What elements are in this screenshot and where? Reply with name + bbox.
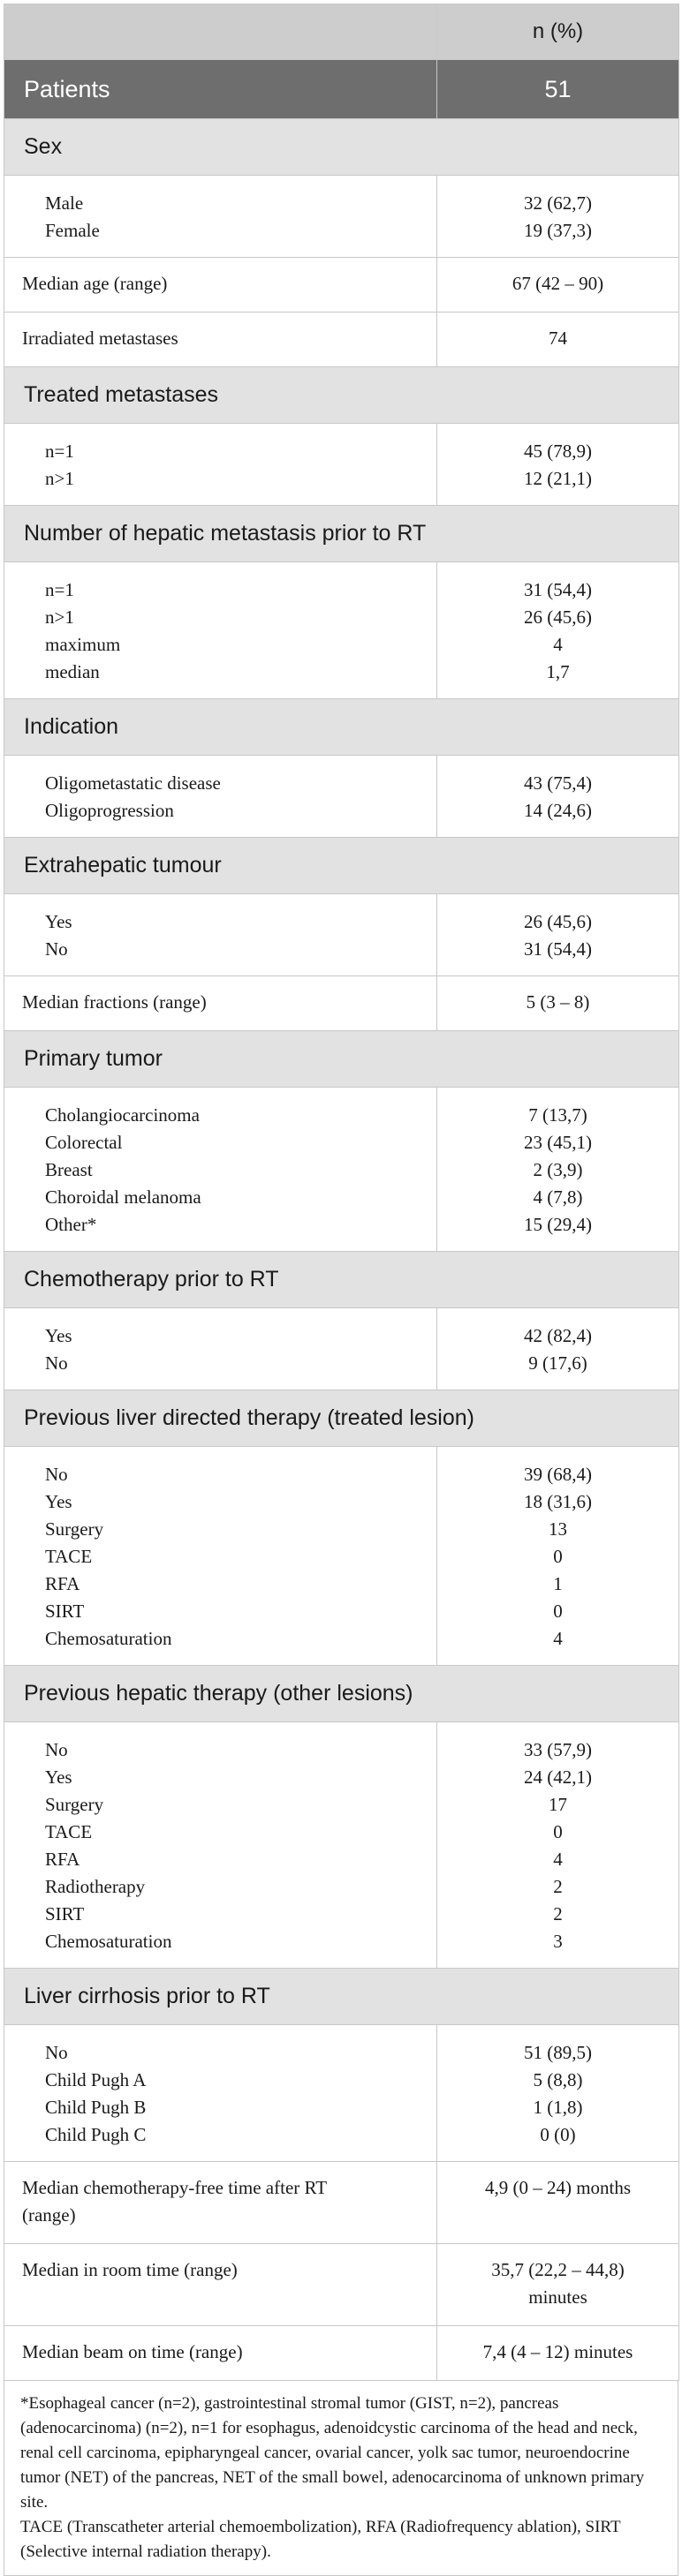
patient-characteristics-table xyxy=(4,4,679,2381)
row-value: 23 (45,1) xyxy=(524,1132,592,1153)
section-labels-sex xyxy=(4,176,437,258)
row-label: n=1 xyxy=(45,441,74,462)
row-label: Colorectal xyxy=(45,1132,123,1153)
chemo-free-label-line2: (range) xyxy=(22,2204,76,2226)
section-values-cirrhosis xyxy=(437,2025,679,2162)
row-value: 9 (17,6) xyxy=(528,1352,587,1374)
section-values-primary xyxy=(437,1088,679,1252)
section-labels-treated xyxy=(4,424,437,506)
row-label: Cholangiocarcinoma xyxy=(45,1104,200,1126)
section-labels-indication xyxy=(4,756,437,838)
row-label: RFA xyxy=(45,1849,80,1870)
row-value: 4 xyxy=(553,634,563,655)
section-rows-sex xyxy=(4,176,679,258)
row-value: 7 (13,7) xyxy=(528,1104,587,1126)
row-label: No xyxy=(45,1464,68,1485)
section-rows-indication xyxy=(4,756,679,838)
section-rows-hepatic-prior xyxy=(4,562,679,699)
row-label: Child Pugh C xyxy=(45,2124,147,2145)
beam-on-label: Median beam on time (range) xyxy=(4,2326,437,2381)
row-value: 3 xyxy=(553,1931,563,1952)
row-label: Radiotherapy xyxy=(45,1876,146,1897)
row-label: RFA xyxy=(45,1573,80,1594)
row-chemo-free xyxy=(4,2162,679,2244)
section-labels-primary xyxy=(4,1088,437,1252)
row-label: Yes xyxy=(45,1766,72,1788)
section-values-liver-directed xyxy=(437,1447,679,1666)
row-label: TACE xyxy=(45,1821,93,1842)
row-label: SIRT xyxy=(45,1903,85,1924)
row-beam-on xyxy=(4,2326,679,2381)
section-title-chemo-prior: Chemotherapy prior to RT xyxy=(4,1252,679,1308)
row-label: TACE xyxy=(45,1546,93,1567)
section-title-extrahepatic: Extrahepatic tumour xyxy=(4,838,679,894)
row-label: Yes xyxy=(45,911,72,932)
section-labels-liver-directed xyxy=(4,1447,437,1666)
row-value: 39 (68,4) xyxy=(524,1464,592,1485)
row-label: SIRT xyxy=(45,1601,85,1622)
row-label: Child Pugh A xyxy=(45,2069,147,2090)
section-title-sex: Sex xyxy=(4,119,679,176)
row-label: Breast xyxy=(45,1159,93,1180)
patients-label: Patients xyxy=(4,60,437,119)
section-labels-extrahepatic xyxy=(4,894,437,976)
row-value: 0 xyxy=(553,1546,563,1567)
row-value: 13 xyxy=(549,1518,567,1540)
row-label: Surgery xyxy=(45,1794,104,1815)
row-value: 14 (24,6) xyxy=(524,800,592,821)
row-value: 4 xyxy=(553,1849,563,1870)
header-empty-cell xyxy=(4,4,437,60)
section-header-hepatic-other xyxy=(4,1666,679,1722)
row-value: 19 (37,3) xyxy=(524,220,592,241)
section-header-indication xyxy=(4,699,679,756)
row-value: 43 (75,4) xyxy=(524,772,592,794)
section-header-chemo-prior xyxy=(4,1252,679,1308)
section-labels-hepatic-other xyxy=(4,1722,437,1969)
section-header-liver-directed xyxy=(4,1390,679,1447)
table-footnotes xyxy=(4,2381,678,2576)
median-age-label: Median age (range) xyxy=(4,258,437,313)
section-rows-primary xyxy=(4,1088,679,1252)
section-title-indication: Indication xyxy=(4,699,679,756)
section-values-sex xyxy=(437,176,679,258)
row-value: 0 xyxy=(553,1601,563,1622)
median-fractions-value: 5 (3 – 8) xyxy=(437,976,679,1031)
row-value: 17 xyxy=(549,1794,567,1815)
row-value: 1,7 xyxy=(546,661,570,682)
row-value: 32 (62,7) xyxy=(524,192,592,214)
footnote-abbreviations: TACE (Transcatheter arterial chemoembolization), RFA (Radiofrequency ablation), SIRT (Selective internal radiation therapy). xyxy=(20,2518,621,2561)
section-values-extrahepatic xyxy=(437,894,679,976)
row-label: Chemosaturation xyxy=(45,1628,172,1649)
row-label: Oligometastatic disease xyxy=(45,772,221,794)
patient-characteristics-table-container xyxy=(4,4,678,2576)
row-value: 4 (7,8) xyxy=(533,1186,583,1208)
chemo-free-label-line1: Median chemotherapy-free time after RT xyxy=(22,2177,328,2198)
section-values-treated xyxy=(437,424,679,506)
row-label: Surgery xyxy=(45,1518,104,1540)
row-value: 0 (0) xyxy=(540,2124,576,2145)
section-title-hepatic-prior: Number of hepatic metastasis prior to RT xyxy=(4,506,679,562)
row-value: 2 xyxy=(553,1903,563,1924)
row-value: 5 (8,8) xyxy=(533,2069,583,2090)
row-label: Oligoprogression xyxy=(45,800,174,821)
in-room-value-line2: minutes xyxy=(528,2286,587,2308)
patients-value: 51 xyxy=(437,60,679,119)
row-value: 31 (54,4) xyxy=(524,579,592,600)
section-title-liver-directed: Previous liver directed therapy (treated lesion) xyxy=(4,1390,679,1447)
row-value: 1 (1,8) xyxy=(533,2097,583,2118)
header-n-percent: n (%) xyxy=(437,4,679,60)
row-value: 24 (42,1) xyxy=(524,1766,592,1788)
row-value: 2 xyxy=(553,1876,563,1897)
footnote-primary-other: *Esophageal cancer (n=2), gastrointestinal stromal tumor (GIST, n=2), pancreas (adenocarcinoma) (n=2), n=1 for esophagus, adenoidcystic carcinoma of the head and neck, renal cell carcinoma, epipharyngeal cancer, ovarial cancer, yolk sac tumor, neuroendocrine tumor (NET) of the pancreas, NET of the small bowel, adenocarcinoma of unknown primary site. xyxy=(20,2394,645,2512)
row-median-age xyxy=(4,258,679,313)
in-room-label: Median in room time (range) xyxy=(4,2244,437,2326)
row-label: No xyxy=(45,1739,68,1760)
row-value: 45 (78,9) xyxy=(524,441,592,462)
row-value: 15 (29,4) xyxy=(524,1214,592,1235)
table-header-row xyxy=(4,4,679,60)
row-value: 12 (21,1) xyxy=(524,468,592,489)
row-value: 2 (3,9) xyxy=(533,1159,583,1180)
section-header-extrahepatic xyxy=(4,838,679,894)
section-title-primary: Primary tumor xyxy=(4,1031,679,1088)
row-label: maximum xyxy=(45,634,121,655)
row-label: Female xyxy=(45,220,100,241)
row-label: Yes xyxy=(45,1325,72,1346)
section-labels-chemo-prior xyxy=(4,1308,437,1390)
row-median-fractions xyxy=(4,976,679,1031)
row-value: 31 (54,4) xyxy=(524,938,592,960)
row-label: n>1 xyxy=(45,606,74,628)
row-label: No xyxy=(45,1352,68,1374)
section-header-cirrhosis xyxy=(4,1969,679,2025)
median-age-value: 67 (42 – 90) xyxy=(437,258,679,313)
section-title-cirrhosis: Liver cirrhosis prior to RT xyxy=(4,1969,679,2025)
section-header-primary xyxy=(4,1031,679,1088)
row-value: 51 (89,5) xyxy=(524,2042,592,2063)
row-value: 18 (31,6) xyxy=(524,1491,592,1512)
row-value: 4 xyxy=(553,1628,563,1649)
row-value: 33 (57,9) xyxy=(524,1739,592,1760)
irradiated-value: 74 xyxy=(437,313,679,367)
row-label: n=1 xyxy=(45,579,74,600)
row-label: Choroidal melanoma xyxy=(45,1186,201,1208)
row-label: No xyxy=(45,2042,68,2063)
section-labels-hepatic-prior xyxy=(4,562,437,699)
row-in-room xyxy=(4,2244,679,2326)
section-rows-cirrhosis xyxy=(4,2025,679,2162)
section-rows-hepatic-other xyxy=(4,1722,679,1969)
row-value: 26 (45,6) xyxy=(524,911,592,932)
row-label: n>1 xyxy=(45,468,74,489)
chemo-free-value: 4,9 (0 – 24) months xyxy=(437,2162,679,2244)
row-label: Male xyxy=(45,192,84,214)
section-values-chemo-prior xyxy=(437,1308,679,1390)
section-values-indication xyxy=(437,756,679,838)
section-header-hepatic-prior xyxy=(4,506,679,562)
in-room-value xyxy=(437,2244,679,2326)
row-value: 1 xyxy=(553,1573,563,1594)
section-title-hepatic-other: Previous hepatic therapy (other lesions) xyxy=(4,1666,679,1722)
section-values-hepatic-prior xyxy=(437,562,679,699)
section-labels-cirrhosis xyxy=(4,2025,437,2162)
row-label: median xyxy=(45,661,100,682)
section-header-treated xyxy=(4,367,679,424)
chemo-free-label xyxy=(4,2162,437,2244)
section-rows-liver-directed xyxy=(4,1447,679,1666)
section-rows-treated xyxy=(4,424,679,506)
in-room-value-line1: 35,7 (22,2 – 44,8) xyxy=(491,2259,625,2280)
row-value: 0 xyxy=(553,1821,563,1842)
row-irradiated xyxy=(4,313,679,367)
row-label: Yes xyxy=(45,1491,72,1512)
row-value: 26 (45,6) xyxy=(524,606,592,628)
section-rows-extrahepatic xyxy=(4,894,679,976)
row-label: No xyxy=(45,938,68,960)
section-values-hepatic-other xyxy=(437,1722,679,1969)
irradiated-label: Irradiated metastases xyxy=(4,313,437,367)
median-fractions-label: Median fractions (range) xyxy=(4,976,437,1031)
section-title-treated: Treated metastases xyxy=(4,367,679,424)
row-label: Other* xyxy=(45,1214,97,1235)
section-rows-chemo-prior xyxy=(4,1308,679,1390)
row-value: 42 (82,4) xyxy=(524,1325,592,1346)
patients-row xyxy=(4,60,679,119)
row-label: Child Pugh B xyxy=(45,2097,147,2118)
beam-on-value: 7,4 (4 – 12) minutes xyxy=(437,2326,679,2381)
row-label: Chemosaturation xyxy=(45,1931,172,1952)
section-header-sex xyxy=(4,119,679,176)
